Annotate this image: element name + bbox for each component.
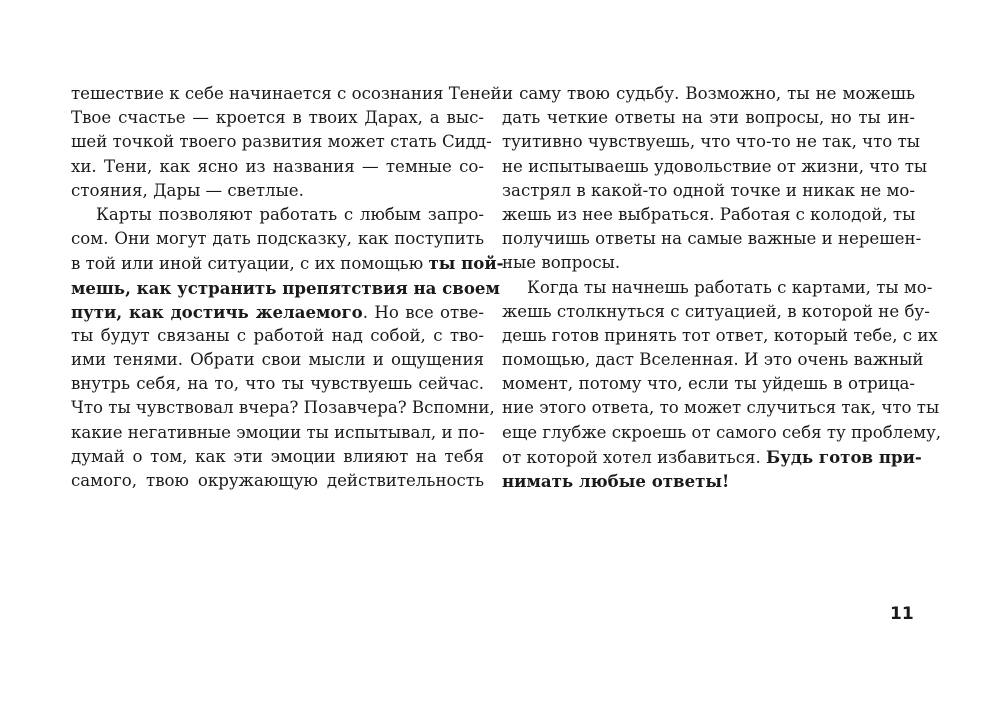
text-line: застрял в какой-то одной точке и никак не мо- [502, 180, 915, 200]
text-line: думай о том, как эти эмоции влияют на тебя [71, 446, 484, 466]
page-number: 11 [890, 604, 914, 624]
text-line: не испытываешь удовольствие от жизни, что ты [502, 156, 928, 176]
bold-text-segment: мешь, как устранить препятствия на своем [71, 277, 500, 298]
text-line: ные вопросы. [502, 253, 621, 273]
text-line: туитивно чувствуешь, что что-то не так, что ты [502, 132, 920, 152]
text-line: стояния, Дары — светлые. [71, 180, 304, 200]
text-line: помощью, даст Вселенная. И это очень важный [502, 350, 924, 370]
left-text-column [71, 82, 507, 493]
text-line: ими тенями. Обрати свои мысли и ощущения [71, 350, 484, 370]
text-line: Что ты чувствовал вчера? Позавчера? Вспомни, [71, 398, 495, 418]
bold-text-segment: Будь готов при- [766, 446, 922, 467]
text-line [502, 445, 922, 469]
text-line [502, 469, 915, 493]
text-line: какие негативные эмоции ты испытывал, и по- [71, 422, 485, 442]
bold-text-segment: нимать любые ответы! [502, 471, 730, 491]
text-line: дать четкие ответы на эти вопросы, но ты ин- [502, 108, 915, 128]
text-line: жешь столкнуться с ситуацией, в которой не бу- [502, 301, 930, 321]
bold-text-segment: ты пой- [428, 253, 504, 274]
text-line: ты будут связаны с работой над собой, с тво- [71, 325, 484, 345]
text-line: Твое счастье — кроется в твоих Дарах, а выс- [71, 108, 484, 128]
text-line [71, 300, 484, 324]
text-line: Карты позволяют работать с любым запро- [96, 204, 484, 224]
text-line: момент, потому что, если ты уйдешь в отрица- [502, 374, 915, 394]
text-line [71, 276, 500, 300]
text-line: получишь ответы на самые важные и нерешен- [502, 229, 922, 249]
text-line: хи. Тени, как ясно из названия — темные со- [71, 156, 484, 176]
text-line [71, 251, 504, 275]
text-segment: от которой хотел избавиться. [502, 447, 761, 467]
text-line: сом. Они могут дать подсказку, как поступить [71, 229, 484, 249]
text-line: жешь из нее выбраться. Работая с колодой, ты [502, 204, 916, 224]
text-line: внутрь себя, на то, что ты чувствуешь сейчас. [71, 374, 484, 394]
bold-text-segment: пути, как достичь желаемого [71, 301, 363, 322]
text-line: ние этого ответа, то может случиться так, что ты [502, 398, 940, 418]
text-segment: в той или иной ситуации, с их помощью [71, 254, 424, 274]
text-line: и саму твою судьбу. Возможно, ты не можешь [502, 84, 915, 103]
text-line: самого, твою окружающую действительность [71, 471, 484, 490]
text-line: шей точкой твоего развития может стать Сидд- [71, 132, 492, 152]
right-text-column [502, 82, 942, 493]
text-line: Когда ты начнешь работать с картами, ты мо- [527, 277, 933, 297]
text-line: дешь готов принять тот ответ, который тебе, с их [502, 325, 938, 345]
text-segment: . Но все отве- [362, 302, 484, 322]
text-line: тешествие к себе начинается с осознания Теней. [71, 84, 507, 103]
text-line: еще глубже скроешь от самого себя ту проблему, [502, 422, 942, 442]
